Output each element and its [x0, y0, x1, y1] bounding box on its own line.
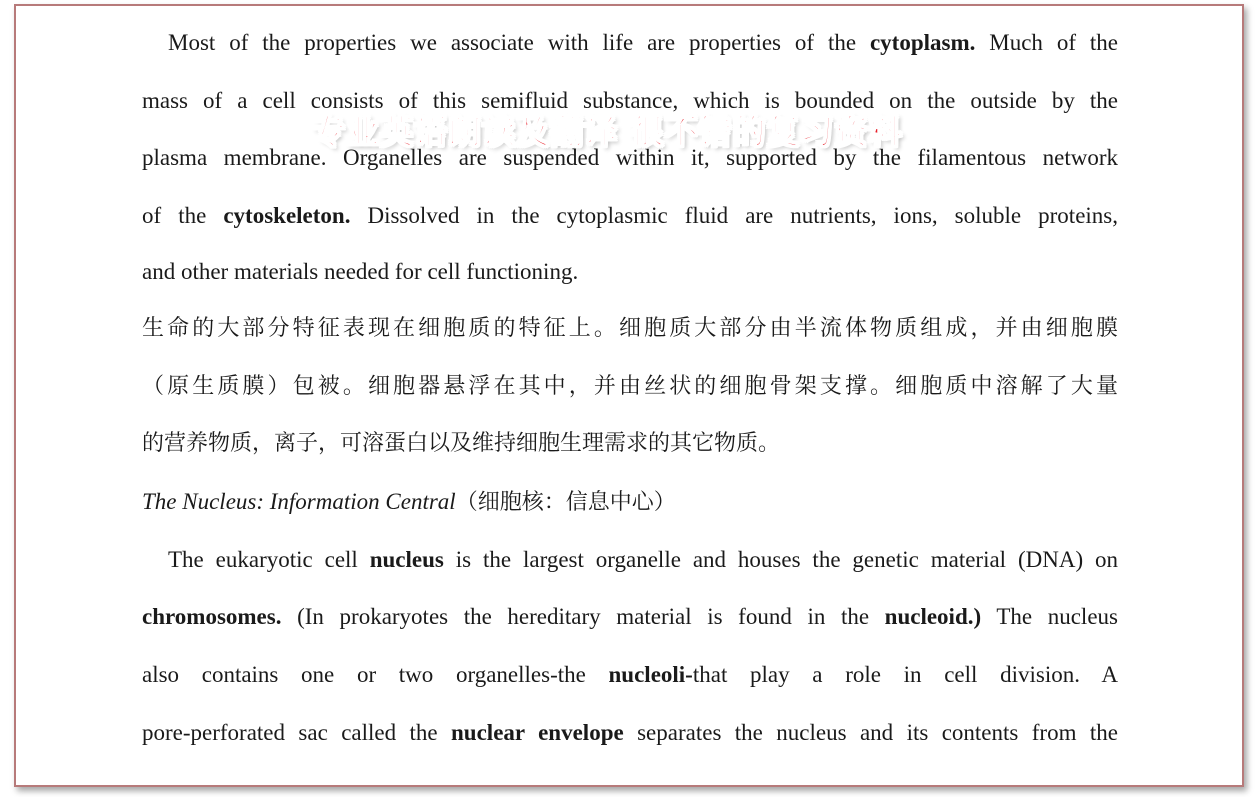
translation-line-1: 生命的大部分特征表现在细胞质的特征上。细胞质大部分由半流体物质组成，并由细胞膜 [142, 316, 1118, 341]
p1-line-2: mass of a cell consists of this semifluid substance, which is bounded on the outside by the [142, 88, 1118, 113]
p1-line-1: Most of the properties we associate with life are properties of the cytoplasm. Much of the [168, 30, 1118, 55]
heading-english: The Nucleus: Information Central [142, 489, 456, 514]
heading-chinese: （细胞核：信息中心） [455, 490, 676, 515]
section-heading [142, 487, 1118, 518]
term-nuclear-envelope: nuclear envelope [451, 720, 624, 745]
term-chromosomes: chromosomes. [142, 604, 282, 629]
p2-line-4: pore-perforated sac called the nuclear envelope separates the nucleus and its contents from the [142, 720, 1118, 745]
term-cytoplasm: cytoplasm. [869, 30, 976, 55]
p2-line-2: chromosomes. (In prokaryotes the hereditary material is found in the nucleoid.) The nucleus [142, 604, 1118, 629]
term-cytoskeleton: cytoskeleton. [223, 203, 351, 228]
p2-line-1: The eukaryotic cell nucleus is the largest organelle and houses the genetic material (DNA) on [168, 547, 1119, 572]
translation-line-3: 的营养物质，离子，可溶蛋白以及维持细胞生理需求的其它物质。 [142, 431, 781, 456]
translation-line-2: （原生质膜）包被。细胞器悬浮在其中，并由丝状的细胞骨架支撑。细胞质中溶解了大量 [142, 374, 1118, 399]
p1-line-5: and other materials needed for cell functioning. [142, 259, 579, 284]
term-nucleoli: nucleoli- [608, 662, 693, 687]
term-nucleus: nucleus [369, 547, 444, 572]
p1-line-4: of the cytoskeleton. Dissolved in the cytoplasmic fluid are nutrients, ions, soluble proteins, [142, 203, 1118, 228]
p1-line-3: plasma membrane. Organelles are suspended within it, supported by the filamentous network [142, 145, 1118, 170]
p2-line-3: also contains one or two organelles-the nucleoli-that play a role in cell division. A [142, 662, 1118, 687]
overlay-caption: 专业英语朗读及翻译 很不错的复习资料 [312, 112, 903, 151]
term-nucleoid: nucleoid.) [884, 604, 982, 629]
